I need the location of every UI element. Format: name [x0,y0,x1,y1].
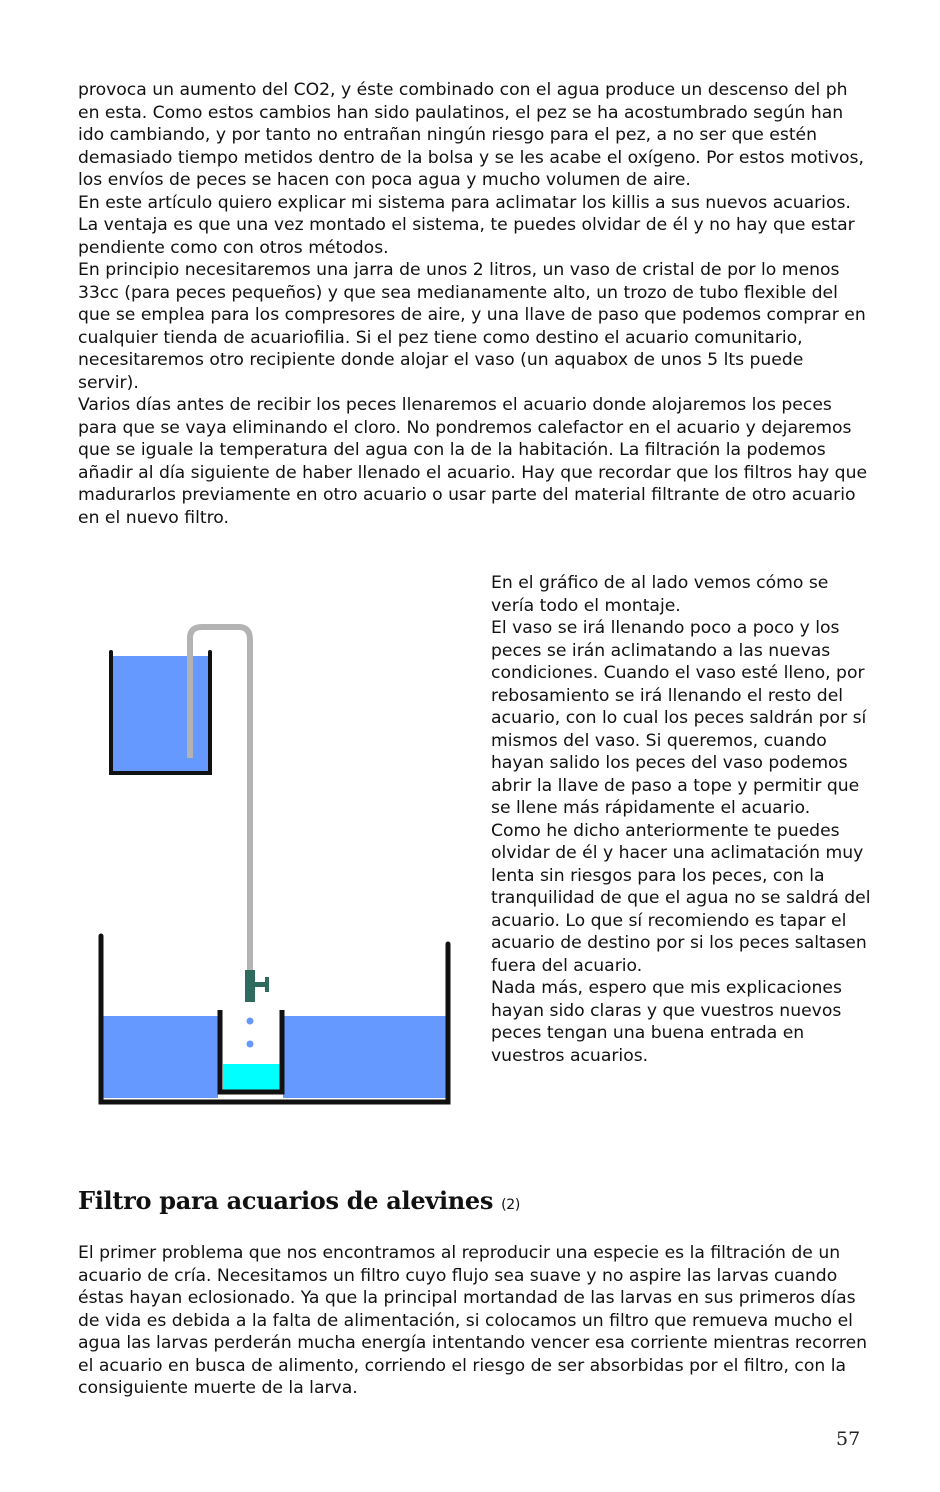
side-paragraph-1: En el gráfico de al lado vemos cómo se vería todo el montaje. [491,573,829,616]
aquarium-water-left [102,1016,218,1098]
section-paragraph: El primer problema que nos encontramos al reproducir una especie es la filtración de un acuario de cría. Necesitamos un filtro cuyo flujo sea suave y no aspire las larvas cuando éstas hayan eclosionado. Ya que la principal mortandad de las larvas en sus primeros días de vida es debida a la falta de alimentación, si colocamos un filtro que remueva mucho el agua las larvas perderán mucha energía intentando vencer esa corriente mientras recorren el acuario en busca de alimento, corriendo el riesgo de ser absorbidas por el filtro, con la consiguiente muerte de la larva. [78,1243,868,1398]
water-drop [247,1018,254,1025]
jar-water [113,656,210,771]
side-paragraph-3: Como he dicho anteriormente te puedes olvidar de él y hacer una aclimatación muy lenta sin riesgos para los peces, con la tranquilidad de que el agua no se saldrá del acuario. Lo que sí recomiendo es tapar el acuario de destino por si los peces saltasen fuera del acuario. [491,820,871,976]
glass-water [223,1064,280,1090]
aquarium-water-right [283,1016,447,1098]
figure-explanation [491,572,871,1067]
section-body [78,1242,868,1400]
section-reference: (2) [501,1197,521,1213]
valve [245,970,255,1002]
acclimation-setup-diagram [96,618,456,1113]
intro-paragraph-1: provoca un aumento del CO2, y éste combinado con el agua produce un descenso del ph en esta. Como estos cambios han sido paulatinos, el pez se ha acostumbrado según han ido cambiando, y por tanto no entrañan ningún riesgo para el pez, a no ser que estén demasiado tiempo metidos dentro de la bolsa y se les acabe el oxígeno. Por estos motivos, los envíos de peces se hacen con poca agua y mucho volumen de aire. [78,80,864,190]
side-paragraph-4: Nada más, espero que mis explicaciones hayan sido claras y que vuestros nuevos peces tengan una buena entrada en vuestros acuarios. [491,978,842,1066]
intro-paragraph-2: En este artículo quiero explicar mi sistema para aclimatar los killis a sus nuevos acuarios. La ventaja es que una vez montado el sistema, te puedes olvidar de él y no hay que estar pendiente como con otros métodos. [78,192,855,258]
intro-paragraph-4: Varios días antes de recibir los peces llenaremos el acuario donde alojaremos los peces para que se vaya eliminando el cloro. No pondremos calefactor en el acuario y dejaremos que se iguale la temperatura del agua con la de la habitación. La filtración la podemos añadir al día siguiente de haber llenado el acuario. Hay que recordar que los filtros hay que madurarlos previamente en otro acuario o usar parte del material filtrante de otro acuario en el nuevo filtro. [78,395,868,528]
section-title-text: Filtro para acuarios de alevines [78,1186,494,1215]
valve-handle-tip [265,977,269,992]
intro-text [78,79,868,529]
section-heading [78,1186,520,1220]
water-drop [247,1041,254,1048]
side-paragraph-2: El vaso se irá llenando poco a poco y los peces se irán aclimatando a las nuevas condiciones. Cuando el vaso esté lleno, por rebosamiento se irá llenando el resto del acuario, con lo cual los peces saldrán por sí mismos del vaso. Si queremos, cuando hayan salido los peces del vaso podemos abrir la llave de paso a tope y permitir que se llene más rápidamente el acuario. [491,618,867,818]
page-number: 57 [836,1428,861,1450]
intro-paragraph-3: En principio necesitaremos una jarra de unos 2 litros, un vaso de cristal de por lo menos 33cc (para peces pequeños) y que sea medianamente alto, un trozo de tubo flexible del que se emplea para los compresores de aire, y una llave de paso que podemos comprar en cualquier tienda de acuariofilia. Si el pez tiene como destino el acuario comunitario, necesitaremos otro recipiente donde alojar el vaso (un aquabox de unos 5 lts puede servir). [78,260,866,393]
